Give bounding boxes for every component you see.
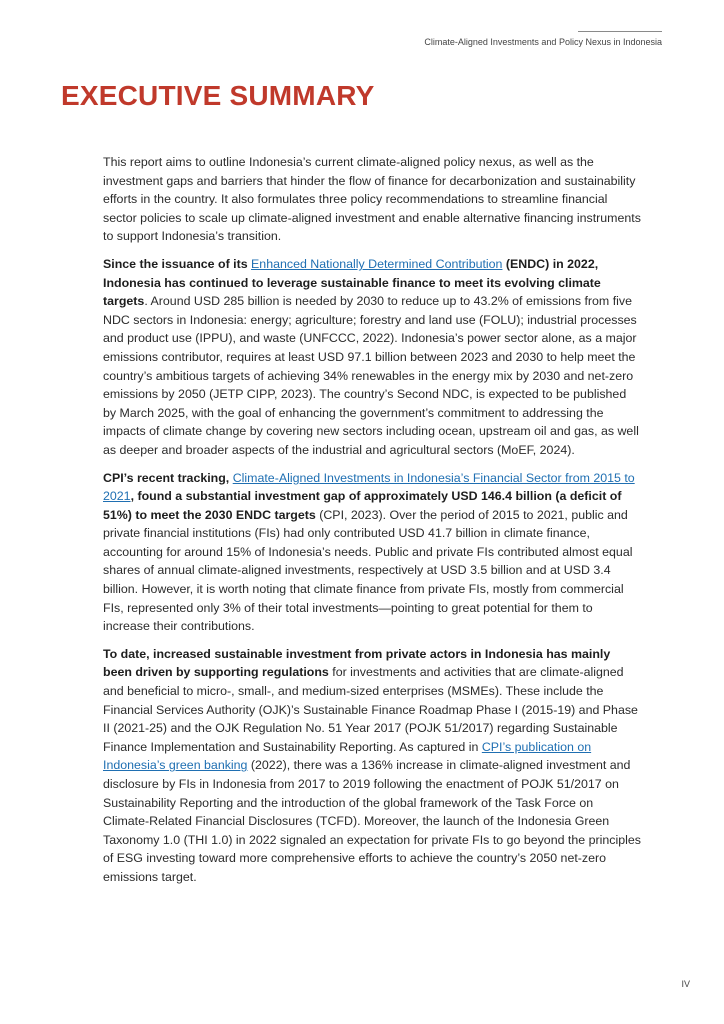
header-rule — [578, 31, 662, 32]
paragraph-endc-lead: Since the issuance of its — [103, 256, 252, 271]
paragraph-cpi-body: (CPI, 2023). Over the period of 2015 to 2021, public and private financial institutions (FIs) had only contributed USD 41.7 billion in climate finance, accounting for around 15% of Indonesia’s needs. Public and private FIs contributed almost equal shares of annual climate-aligned investments, respectively at USD 3.5 billion and at USD 3.4 billion. However, it is worth noting that climate finance from private FIs, mostly from commercial FIs, represented only 3% of their total investments—pointing to great potential for them to increase their contributions. — [103, 507, 633, 634]
paragraph-regulations-lead: To date, increased sustainable investment from private actors in Indonesia has mainly been driven by supporting regulations — [103, 646, 611, 680]
paragraph-regulations-body-a: for investments and activities that are climate-aligned and beneficial to micro-, small-, and medium-sized enterprises (MSMEs). These include the Financial Services Authority (OJK)’s Sustainable Finance Roadmap Phase I (2015-19) and Phase II (2021-25) and the OJK Regulation No. 51 Year 2017 (POJK 51/2017) regarding Sustainable Finance Implementation and Sustainability Reporting. As captured in — [103, 665, 638, 754]
paragraph-intro: This report aims to outline Indonesia’s current climate-aligned policy nexus, as well as the investment gaps and barriers that hinder the flow of finance for decarbonization and sustainability efforts in the country. It also formulates three policy recommendations to streamline financial sector policies to scale up climate-aligned investment and enable alternative financing instruments to support Indonesia’s transition. — [103, 155, 641, 244]
paragraph-cpi-lead: CPI’s recent tracking, — [103, 470, 233, 485]
body-text — [103, 153, 641, 896]
paragraph-regulations — [103, 645, 641, 887]
page-title: EXECUTIVE SUMMARY — [61, 80, 375, 111]
paragraph-endc-lead-cont: (ENDC) in 2022, Indonesia has continued to leverage sustainable finance to meet its evolving climate targets — [103, 256, 601, 309]
paragraph-endc — [103, 255, 641, 460]
green-banking-link[interactable]: CPI’s publication on Indonesia’s green banking — [103, 739, 592, 773]
page-number: IV — [681, 979, 690, 989]
paragraph-endc-body: . Around USD 285 billion is needed by 2030 to reduce up to 43.2% of emissions from five NDC sectors in Indonesia: energy; agriculture; forestry and land use (FOLU); industrial processes and product use (IPPU), and waste (UNFCCC, 2022). Indonesia’s power sector alone, as a major emissions contributor, requires at least USD 97.1 billion between 2023 and 2030 to help meet the country’s ambitious targets of achieving 34% renewables in the energy mix by 2030 and net-zero emissions by 2050 (JETP CIPP, 2023). The country’s Second NDC, is expected to be published by March 2025, with the goal of enhancing the government’s commitment to addressing the impacts of climate change by covering new sectors including ocean, upstream oil and gas, as well as deeper and broader aspects of the industrial and agricultural sectors (MoEF, 2024). — [103, 294, 639, 457]
paragraph-regulations-body-b: (2022), there was a 136% increase in climate-aligned investment and disclosure by FIs in Indonesia from 2017 to 2019 following the enactment of POJK 51/2017 on Sustainability Reporting and the introduction of the global framework of the Task Force on Climate-Related Financial Disclosures (TCFD). Moreover, the launch of the Indonesia Green Taxonomy 1.0 (THI 1.0) in 2022 signaled an expectation for private FIs to go beyond the principles of ESG investing toward more comprehensive efforts to achieve the country’s 2050 net-zero emissions target. — [103, 758, 641, 884]
running-header: Climate-Aligned Investments and Policy Nexus in Indonesia — [424, 37, 662, 47]
endc-link[interactable]: Enhanced Nationally Determined Contribution — [251, 256, 503, 271]
cpi-tracking-link[interactable]: Climate-Aligned Investments in Indonesia’s Financial Sector from 2015 to 2021 — [103, 470, 635, 504]
paragraph-cpi-lead-cont: , found a substantial investment gap of approximately USD 146.4 billion (a deficit of 51%) to meet the 2030 ENDC targets — [103, 489, 622, 522]
paragraph-cpi-tracking — [103, 469, 641, 636]
